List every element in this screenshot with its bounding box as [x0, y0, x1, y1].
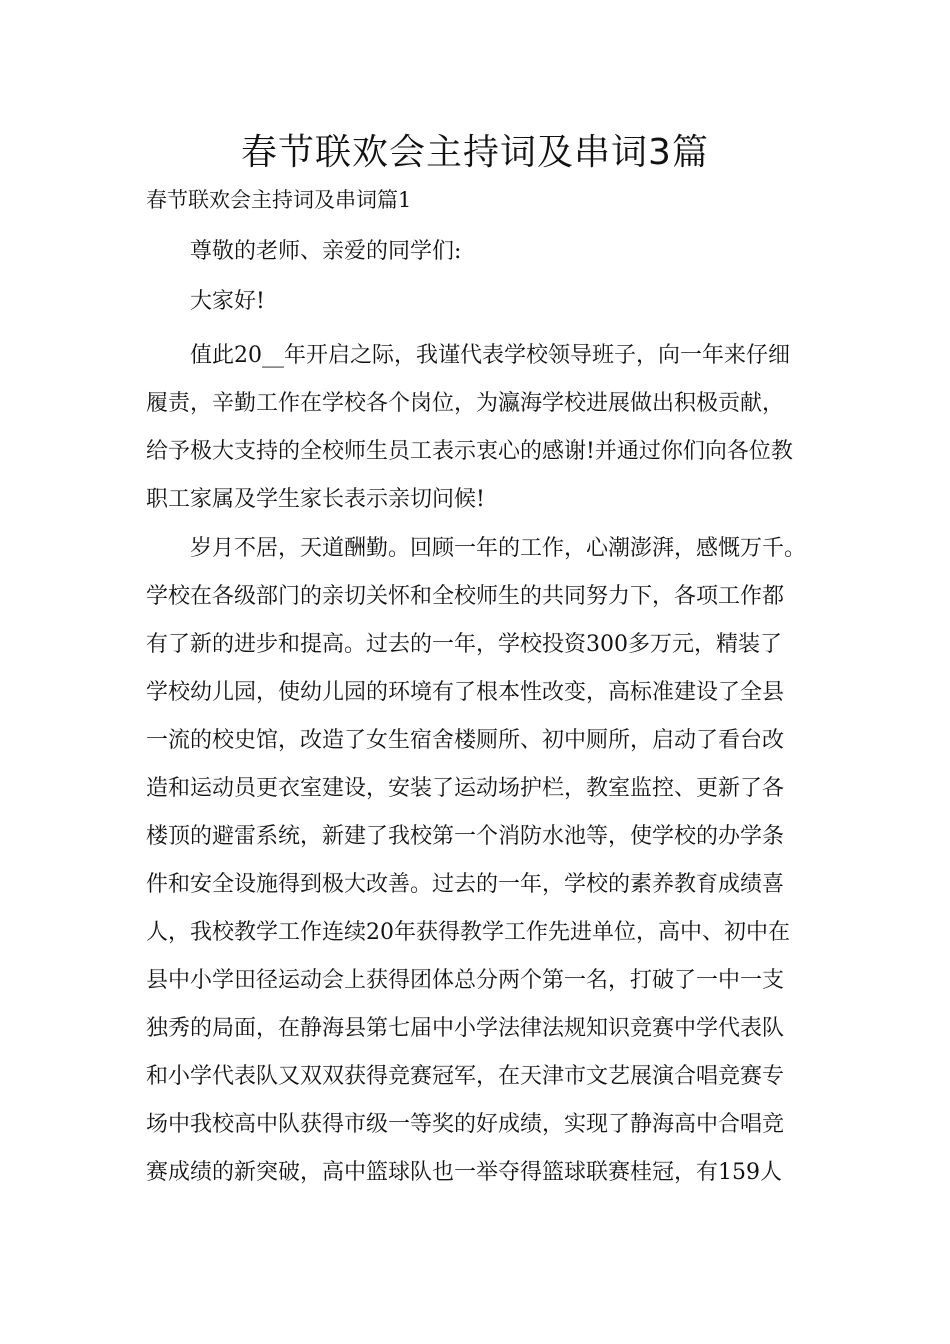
- greeting-paragraph: [146, 228, 811, 276]
- paragraph-1-line: 给予极大支持的全校师生员工表示衷心的感谢!并通过你们向各位教: [146, 439, 793, 464]
- paragraph-2-line: 学校幼儿园，使幼儿园的环境有了根本性改变，高标准建设了全县: [146, 680, 785, 705]
- paragraph-1-line: 职工家属及学生家长表示亲切问候!: [146, 487, 485, 512]
- document-title: 春节联欢会主持词及串词3篇: [241, 132, 709, 173]
- paragraph-2-line: 独秀的局面，在静海县第七届中小学法律法规知识竞赛中学代表队: [146, 1016, 785, 1041]
- paragraph-1-line: 履责，辛勤工作在学校各个岗位，为瀛海学校进展做出积极贡献，: [146, 391, 785, 416]
- paragraph-2-line: 造和运动员更衣室建设，安装了运动场护栏，教室监控、更新了各: [146, 776, 785, 801]
- section-heading: 春节联欢会主持词及串词篇1: [146, 188, 412, 212]
- paragraph-2-line: 件和安全设施得到极大改善。过去的一年，学校的素养教育成绩喜: [146, 872, 785, 897]
- paragraph-2-line: 一流的校史馆，改造了女生宿舍楼厕所、初中厕所，启动了看台改: [146, 728, 785, 753]
- paragraph-2-line: 学校在各级部门的亲切关怀和全校师生的共同努力下，各项工作都: [146, 584, 785, 609]
- paragraph-2: [146, 525, 811, 1197]
- greeting-line: 尊敬的老师、亲爱的同学们:: [190, 239, 462, 264]
- paragraph-2-line: 县中小学田径运动会上获得团体总分两个第一名，打破了一中一支: [146, 968, 785, 993]
- paragraph-1-line: 值此20__年开启之际，我谨代表学校领导班子，向一年来仔细: [190, 343, 790, 368]
- paragraph-2-line: 人，我校教学工作连续20年获得教学工作先进单位，高中、初中在: [146, 920, 790, 945]
- paragraph-2-line: 和小学代表队又双双获得竞赛冠军，在天津市文艺展演合唱竞赛专: [146, 1064, 785, 1089]
- hello-paragraph: [146, 278, 811, 326]
- paragraph-2-line: 赛成绩的新突破，高中篮球队也一举夺得篮球联赛桂冠，有159人: [146, 1160, 782, 1185]
- paragraph-2-line: 有了新的进步和提高。过去的一年，学校投资300多万元，精装了: [146, 632, 782, 657]
- hello-line: 大家好!: [190, 289, 265, 314]
- paragraph-2-line: 楼顶的避雷系统，新建了我校第一个消防水池等，使学校的办学条: [146, 824, 785, 849]
- paragraph-2-line: 场中我校高中队获得市级一等奖的好成绩，实现了静海高中合唱竞: [146, 1112, 785, 1137]
- paragraph-1: [146, 332, 811, 524]
- paragraph-2-line: 岁月不居，天道酬勤。回顾一年的工作，心潮澎湃，感慨万千。: [190, 536, 807, 561]
